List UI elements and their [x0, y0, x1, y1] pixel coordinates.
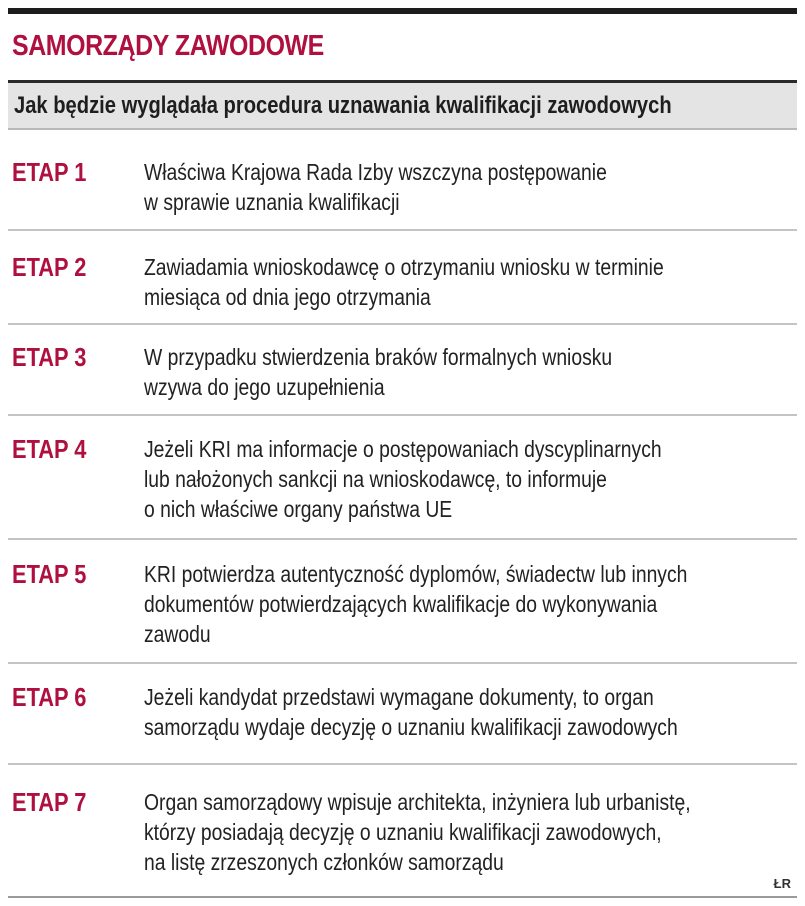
- step-divider: [8, 229, 797, 231]
- step-divider: [8, 538, 797, 540]
- step-text: [144, 682, 782, 742]
- step-line: Jeżeli KRI ma informacje o postępowaniach dyscyplinarnych: [144, 436, 662, 462]
- step-text: [144, 787, 782, 877]
- step-text: [144, 252, 782, 312]
- step-line: w sprawie uznania kwalifikacji: [144, 189, 400, 215]
- subtitle: Jak będzie wyglądała procedura uznawania kwalifikacji zawodowych: [14, 92, 672, 119]
- step-line: W przypadku stwierdzenia braków formalnych wniosku: [144, 344, 613, 370]
- step-text: [144, 559, 782, 649]
- step-label: ETAP 1: [12, 157, 87, 187]
- step-text: [144, 342, 782, 402]
- subtitle-band: [8, 80, 797, 128]
- step-label: ETAP 4: [12, 434, 87, 464]
- step-line: na listę zrzeszonych członków samorządu: [144, 849, 504, 875]
- step-label: ETAP 5: [12, 559, 87, 589]
- step-divider: [8, 662, 797, 664]
- bottom-rule: [8, 896, 797, 898]
- step-divider: [8, 763, 797, 765]
- step-line: samorządu wydaje decyzję o uznaniu kwalifikacji zawodowych: [144, 714, 678, 740]
- step-label: ETAP 3: [12, 342, 87, 372]
- step-line: wzywa do jego uzupełnienia: [144, 374, 385, 400]
- step-line: dokumentów potwierdzających kwalifikacje do wykonywania: [144, 591, 658, 617]
- author-initials: ŁR: [773, 876, 791, 891]
- step-line: którzy posiadają decyzję o uznaniu kwalifikacji zawodowych,: [144, 819, 662, 845]
- step-line: Organ samorządowy wpisuje architekta, inżyniera lub urbanistę,: [144, 789, 691, 815]
- step-line: zawodu: [144, 621, 211, 647]
- step-line: Jeżeli kandydat przedstawi wymagane dokumenty, to organ: [144, 684, 654, 710]
- step-line: lub nałożonych sankcji na wnioskodawcę, to informuje: [144, 466, 607, 492]
- step-text: [144, 157, 782, 217]
- step-label: ETAP 6: [12, 682, 87, 712]
- step-line: Zawiadamia wnioskodawcę o otrzymaniu wniosku w terminie: [144, 254, 664, 280]
- step-divider: [8, 414, 797, 416]
- top-rule: [8, 8, 797, 14]
- step-label: ETAP 2: [12, 252, 87, 282]
- subtitle-divider: [8, 128, 797, 130]
- step-line: o nich właściwe organy państwa UE: [144, 496, 453, 522]
- page-title: SAMORZĄDY ZAWODOWE: [12, 30, 324, 62]
- step-label: ETAP 7: [12, 787, 87, 817]
- step-divider: [8, 323, 797, 325]
- step-line: miesiąca od dnia jego otrzymania: [144, 284, 431, 310]
- step-line: Właściwa Krajowa Rada Izby wszczyna postępowanie: [144, 159, 607, 185]
- step-text: [144, 434, 782, 524]
- step-line: KRI potwierdza autentyczność dyplomów, świadectw lub innych: [144, 561, 688, 587]
